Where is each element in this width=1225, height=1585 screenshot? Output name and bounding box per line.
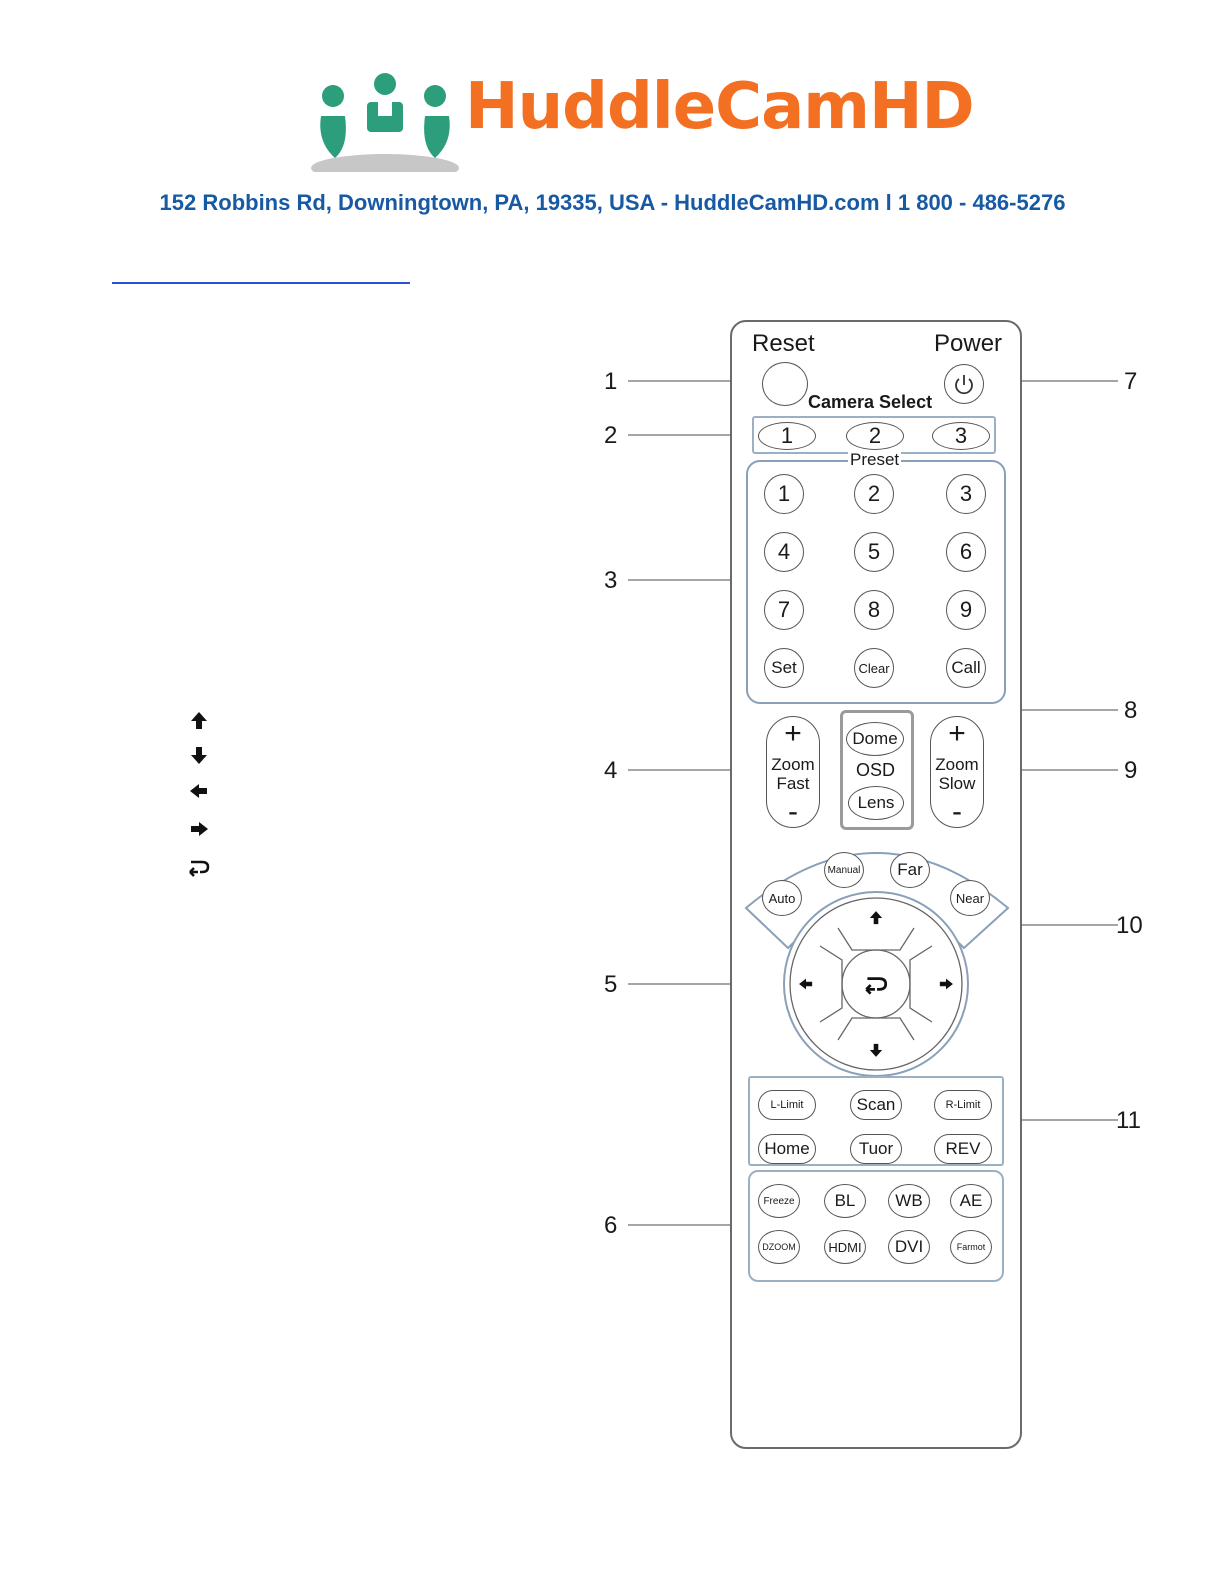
preset-set-button[interactable]: Set bbox=[764, 648, 804, 688]
zoom-fast-label: Zoom Fast bbox=[771, 755, 815, 793]
camera-1-button[interactable]: 1 bbox=[758, 422, 816, 450]
focus-far-button[interactable]: Far bbox=[890, 852, 930, 888]
focus-auto-button[interactable]: Auto bbox=[762, 880, 802, 916]
preset-4-button[interactable]: 4 bbox=[764, 532, 804, 572]
dpad-up-icon[interactable] bbox=[866, 908, 886, 928]
preset-3-button[interactable]: 3 bbox=[946, 474, 986, 514]
reset-label: Reset bbox=[752, 330, 815, 357]
dzoom-button[interactable]: DZOOM bbox=[758, 1230, 800, 1264]
power-icon bbox=[953, 373, 975, 395]
zoom-slow-label: Zoom Slow bbox=[935, 755, 979, 793]
power-button[interactable] bbox=[944, 364, 984, 404]
dpad-left-icon[interactable] bbox=[796, 974, 816, 994]
callout-9: 9 bbox=[1124, 757, 1138, 784]
focus-near-button[interactable]: Near bbox=[950, 880, 990, 916]
camera-select-label: Camera Select bbox=[808, 392, 933, 412]
zoom-fast-rocker[interactable] bbox=[766, 716, 820, 828]
callout-3: 3 bbox=[604, 567, 618, 594]
scan-button[interactable]: Scan bbox=[850, 1090, 902, 1120]
callout-10: 10 bbox=[1116, 912, 1143, 939]
zoom-fast-minus: - bbox=[788, 795, 798, 828]
camera-2-button[interactable]: 2 bbox=[846, 422, 904, 450]
osd-label: OSD bbox=[856, 760, 896, 780]
farmot-button[interactable]: Farmot bbox=[950, 1230, 992, 1264]
home-button[interactable]: Home bbox=[758, 1134, 816, 1164]
dvi-button[interactable]: DVI bbox=[888, 1230, 930, 1264]
callout-5: 5 bbox=[604, 971, 618, 998]
preset-call-button[interactable]: Call bbox=[946, 648, 986, 688]
zoom-slow-plus: + bbox=[948, 717, 966, 750]
reset-button[interactable] bbox=[762, 362, 808, 406]
power-label: Power bbox=[934, 330, 1003, 357]
preset-6-button[interactable]: 6 bbox=[946, 532, 986, 572]
camera-3-button[interactable]: 3 bbox=[932, 422, 990, 450]
company-address: 152 Robbins Rd, Downingtown, PA, 19335, USA - HuddleCamHD.com l 1 800 - 486-5276 bbox=[159, 190, 1066, 215]
preset-5-button[interactable]: 5 bbox=[854, 532, 894, 572]
preset-2-button[interactable]: 2 bbox=[854, 474, 894, 514]
callout-6: 6 bbox=[604, 1212, 618, 1239]
hdmi-button[interactable]: HDMI bbox=[824, 1230, 866, 1264]
dpad-right-icon[interactable] bbox=[936, 974, 956, 994]
dome-button[interactable]: Dome bbox=[846, 722, 904, 756]
callout-11: 11 bbox=[1116, 1107, 1141, 1134]
l-limit-button[interactable]: L-Limit bbox=[758, 1090, 816, 1120]
dpad-return-icon[interactable] bbox=[862, 970, 890, 998]
dpad-down-icon[interactable] bbox=[866, 1040, 886, 1060]
preset-8-button[interactable]: 8 bbox=[854, 590, 894, 630]
zoom-slow-minus: - bbox=[952, 795, 962, 828]
zoom-slow-rocker[interactable] bbox=[930, 716, 984, 828]
focus-manual-button[interactable]: Manual bbox=[824, 852, 864, 888]
tuor-button[interactable]: Tuor bbox=[850, 1134, 902, 1164]
lens-button[interactable]: Lens bbox=[848, 786, 904, 820]
remote-control bbox=[730, 320, 1022, 1449]
preset-7-button[interactable]: 7 bbox=[764, 590, 804, 630]
preset-label: Preset bbox=[850, 450, 900, 469]
wb-button[interactable]: WB bbox=[888, 1184, 930, 1218]
callout-8: 8 bbox=[1124, 697, 1138, 724]
bl-button[interactable]: BL bbox=[824, 1184, 866, 1218]
rev-button[interactable]: REV bbox=[934, 1134, 992, 1164]
r-limit-button[interactable]: R-Limit bbox=[934, 1090, 992, 1120]
callout-2: 2 bbox=[604, 422, 618, 449]
freeze-button[interactable]: Freeze bbox=[758, 1184, 800, 1218]
preset-clear-button[interactable]: Clear bbox=[854, 648, 894, 688]
brand-name: HuddleCamHD bbox=[465, 70, 974, 144]
callout-1: 1 bbox=[604, 368, 618, 395]
callout-4: 4 bbox=[604, 757, 618, 784]
callout-7: 7 bbox=[1124, 368, 1138, 395]
preset-9-button[interactable]: 9 bbox=[946, 590, 986, 630]
ae-button[interactable]: AE bbox=[950, 1184, 992, 1218]
zoom-fast-plus: + bbox=[784, 717, 802, 750]
preset-1-button[interactable]: 1 bbox=[764, 474, 804, 514]
